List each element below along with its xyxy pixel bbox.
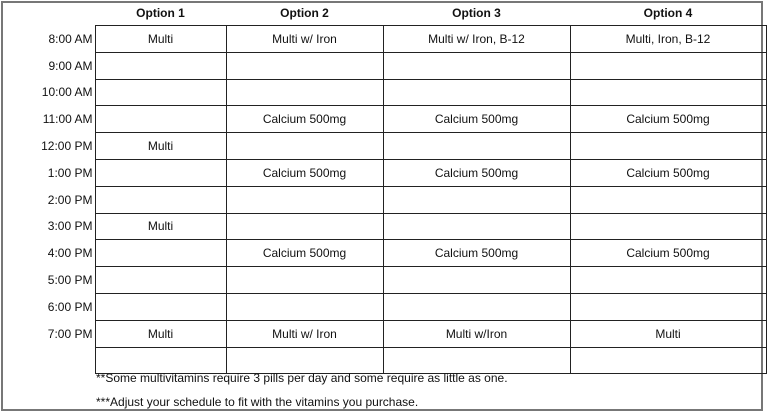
schedule-cell-option-1 [95,293,226,320]
schedule-cell-option-3 [383,79,570,106]
table-row [0,240,766,267]
schedule-cell-option-4 [570,213,766,240]
time-label: 10:00 AM [41,85,93,100]
time-label [0,347,95,374]
table-row [0,320,766,347]
schedule-cell-option-4: Calcium 500mg [570,240,766,267]
schedule-cell-option-4: Multi, Iron, B-12 [570,26,766,53]
column-header-option-3: Option 3 [452,5,501,20]
column-header-option-1: Option 1 [136,5,185,20]
table-row [0,186,766,213]
schedule-cell-option-2 [226,293,383,320]
schedule-cell-option-2 [226,186,383,213]
schedule-cell-option-4: Calcium 500mg [570,159,766,186]
time-label: 12:00 PM [41,139,93,154]
schedule-cell-option-1: Multi [95,320,226,347]
schedule-cell-option-1: Multi [95,26,226,53]
column-header-option-2: Option 2 [280,5,329,20]
schedule-cell-option-4: Multi [570,320,766,347]
footnote-adjust-schedule: ***Adjust your schedule to fit with the vitamins you purchase. [96,395,419,409]
table-row [0,267,766,294]
schedule-cell-option-3 [383,186,570,213]
schedule-cell-option-4 [570,267,766,294]
schedule-cell-option-3: Calcium 500mg [383,240,570,267]
time-label: 4:00 PM [47,246,93,261]
table-row [0,293,766,320]
corner-cell [0,0,95,26]
schedule-cell-option-3 [383,133,570,160]
schedule-cell-option-2 [226,267,383,294]
table-row [0,79,766,106]
schedule-cell-option-4 [570,186,766,213]
time-label: 11:00 AM [42,112,93,127]
schedule-cell-option-4 [570,79,766,106]
schedule-cell-option-2 [226,52,383,79]
schedule-cell-option-3: Multi w/ Iron, B-12 [383,26,570,53]
schedule-cell-option-3: Calcium 500mg [383,106,570,133]
schedule-cell-option-3 [383,213,570,240]
schedule-cell-option-1 [95,106,226,133]
schedule-cell-option-2: Multi w/ Iron [226,26,383,53]
schedule-cell-option-4 [570,133,766,160]
header-row [0,0,766,26]
schedule-cell-option-4 [570,293,766,320]
schedule-cell-option-2: Calcium 500mg [226,106,383,133]
time-label: 8:00 AM [48,31,93,46]
schedule-cell-option-2 [226,79,383,106]
time-label: 1:00 PM [47,165,93,180]
time-label: 3:00 PM [47,219,93,234]
schedule-cell-option-4 [570,52,766,79]
schedule-cell-option-1: Multi [95,133,226,160]
schedule-cell-option-1 [95,186,226,213]
time-label: 6:00 PM [47,299,93,314]
schedule-cell-option-2: Multi w/ Iron [226,320,383,347]
column-header-option-4: Option 4 [643,5,693,20]
schedule-cell-option-4: Calcium 500mg [570,106,766,133]
time-label: 2:00 PM [47,192,93,207]
footnotes [96,366,508,414]
time-label: 9:00 AM [48,58,93,73]
schedule-cell-option-3 [383,267,570,294]
schedule-cell-option-1 [95,159,226,186]
table-row [0,52,766,79]
schedule-cell-option-2 [226,213,383,240]
table-row [0,213,766,240]
schedule-cell-option-4 [570,347,766,374]
schedule-cell-option-2 [226,133,383,160]
schedule-cell-option-1 [95,52,226,79]
schedule-cell-option-1: Multi [95,213,226,240]
schedule-cell-option-2: Calcium 500mg [226,159,383,186]
table-row [0,159,766,186]
footnote-multivitamin-pills: **Some multivitamins require 3 pills per day and some require as little as one. [96,371,508,385]
table-row [0,26,766,53]
schedule-cell-option-3: Multi w/Iron [383,320,570,347]
schedule-cell-option-1 [95,240,226,267]
schedule-cell-option-2: Calcium 500mg [226,240,383,267]
table-row [0,106,766,133]
time-label: 5:00 PM [47,273,93,288]
schedule-cell-option-3 [383,52,570,79]
time-label: 7:00 PM [47,326,93,341]
schedule-cell-option-1 [95,267,226,294]
schedule-cell-option-3: Calcium 500mg [383,159,570,186]
schedule-cell-option-3 [383,293,570,320]
table-row [0,133,766,160]
schedule-cell-option-1 [95,79,226,106]
